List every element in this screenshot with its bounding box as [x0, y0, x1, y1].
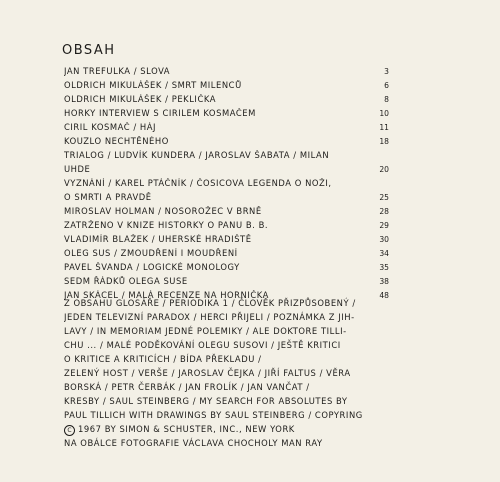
toc-entry-title: MIROSLAV HOLMAN / NOSOROŽEC V BRNĚ: [64, 206, 262, 216]
toc-entry: [64, 220, 389, 234]
toc-entry: [64, 192, 389, 206]
toc-entry-page: 35: [379, 263, 389, 272]
page-title: OBSAH: [62, 43, 116, 58]
toc-entry-page: 38: [379, 277, 389, 286]
toc-entry-title: ZATRŽENO V KNIZE HISTORKY O PANU B. B.: [64, 220, 269, 230]
verse-line: ZELENÝ HOST / VERŠE / JAROSLAV ČEJKA / JIŘÍ FALTUS / VĚRA: [64, 368, 351, 378]
verse-section: [64, 366, 394, 394]
toc-entry-title: O SMRTI A PRAVDĚ: [64, 192, 152, 202]
glossary-line: O KRITICE A KRITICÍCH / BÍDA PŘEKLADU /: [64, 354, 262, 364]
glossary-line: LAVY / IN MEMORIAM JEDNÉ POLEMIKY / ALE DOKTORE TILLI-: [64, 326, 347, 336]
glossary-section: [64, 296, 394, 366]
toc-entry-title: HORKY INTERVIEW S CIRILEM KOSMAČEM: [64, 108, 256, 118]
toc-entry-title: VYZNÁNÍ / KAREL PTÁČNÍK / ČOSICOVA LEGENDA O NOŽI,: [64, 178, 332, 188]
toc-entry-page: 29: [379, 221, 389, 230]
toc-entry: [64, 248, 389, 262]
toc-entry: [64, 234, 389, 248]
toc-entry-title: OLDRICH MIKULÁŠEK / PEKLIČKA: [64, 94, 217, 104]
toc-entry: [64, 178, 389, 192]
toc-entry: [64, 276, 389, 290]
toc-entry: [64, 164, 389, 178]
drawings-line: PAUL TILLICH WITH DRAWINGS BY SAUL STEINBERG / COPYRING: [64, 410, 363, 420]
toc-entry: [64, 80, 389, 94]
toc-entry-title: SEDM ŘÁDKŮ OLEGA SUSE: [64, 276, 188, 286]
glossary-line: JEDEN TELEVIZNÍ PARADOX / HERCI PŘIJELI / POZNÁMKA Z JIH-: [64, 312, 355, 322]
drawings-line: KRESBY / SAUL STEINBERG / MY SEARCH FOR ABSOLUTES BY: [64, 396, 348, 406]
toc-entry-page: 34: [379, 249, 389, 258]
verse-line: BORSKÁ / PETR ČERBÁK / JAN FROLÍK / JAN VANČAT /: [64, 382, 310, 392]
toc-entry: [64, 136, 389, 150]
toc-entry-title: CIRIL KOSMAČ / HÁJ: [64, 122, 157, 132]
copyright-icon: C: [64, 425, 75, 436]
toc-entry-title: PAVEL ŠVANDA / LOGICKÉ MONOLOGY: [64, 262, 240, 272]
toc-entry: [64, 108, 389, 122]
toc-entry-page: 18: [379, 137, 389, 146]
copyright-text: 1967 BY SIMON & SCHUSTER, INC., NEW YORK: [78, 424, 295, 434]
toc-entry-title: UHDE: [64, 164, 91, 174]
toc-entry: [64, 262, 389, 276]
toc-entry-title: OLEG SUS / ZMOUDŘENÍ I MOUDŘENÍ: [64, 248, 238, 258]
toc-entry-page: 25: [379, 193, 389, 202]
toc-entry-title: TRIALOG / LUDVÍK KUNDERA / JAROSLAV ŠABATA / MILAN: [64, 150, 330, 160]
toc-entry-page: 48: [379, 291, 389, 300]
toc-entry: [64, 122, 389, 136]
toc-entry: [64, 94, 389, 108]
cover-note-section: [64, 436, 394, 450]
glossary-line: CHU ... / MALÉ PODĚKOVÁNÍ OLEGU SUSOVI / JEŠTĚ KRITICI: [64, 340, 341, 350]
toc-entry-page: 10: [379, 109, 389, 118]
toc-entry-page: 11: [379, 123, 389, 132]
drawings-section: [64, 394, 394, 436]
toc-entry-title: KOUZLO NECHTĚNÉHO: [64, 136, 169, 146]
toc-entry: [64, 206, 389, 220]
toc-entry-title: OLDRICH MIKULÁŠEK / SMRT MILENCŮ: [64, 80, 242, 90]
toc-entry: [64, 150, 389, 164]
toc-entry-title: VLADIMÍR BLAŽEK / UHERSKÉ HRADIŠTĚ: [64, 234, 252, 244]
toc-entry-page: 30: [379, 235, 389, 244]
toc-entry-title: JAN TREFULKA / SLOVA: [64, 66, 171, 76]
cover-note: NA OBÁLCE FOTOGRAFIE VÁCLAVA CHOCHOLY MAN RAY: [64, 438, 323, 448]
toc-entry-page: 28: [379, 207, 389, 216]
glossary-line: Z OBSAHU GLOSÁŘE / PERIODIKA 1 / ČLOVĚK PŘIZPŮSOBENÝ /: [64, 298, 356, 308]
toc-entry: [64, 66, 389, 80]
toc-entry-page: 6: [384, 81, 389, 90]
toc-entry-page: 3: [384, 67, 389, 76]
copyright-line: [64, 422, 394, 436]
toc-entry-page: 8: [384, 95, 389, 104]
table-of-contents: [64, 66, 389, 304]
toc-entry-page: 20: [379, 165, 389, 174]
toc-entry-title: JAN SKÁCEL / MALÁ RECENZE NA HORNIČKA: [64, 290, 269, 300]
